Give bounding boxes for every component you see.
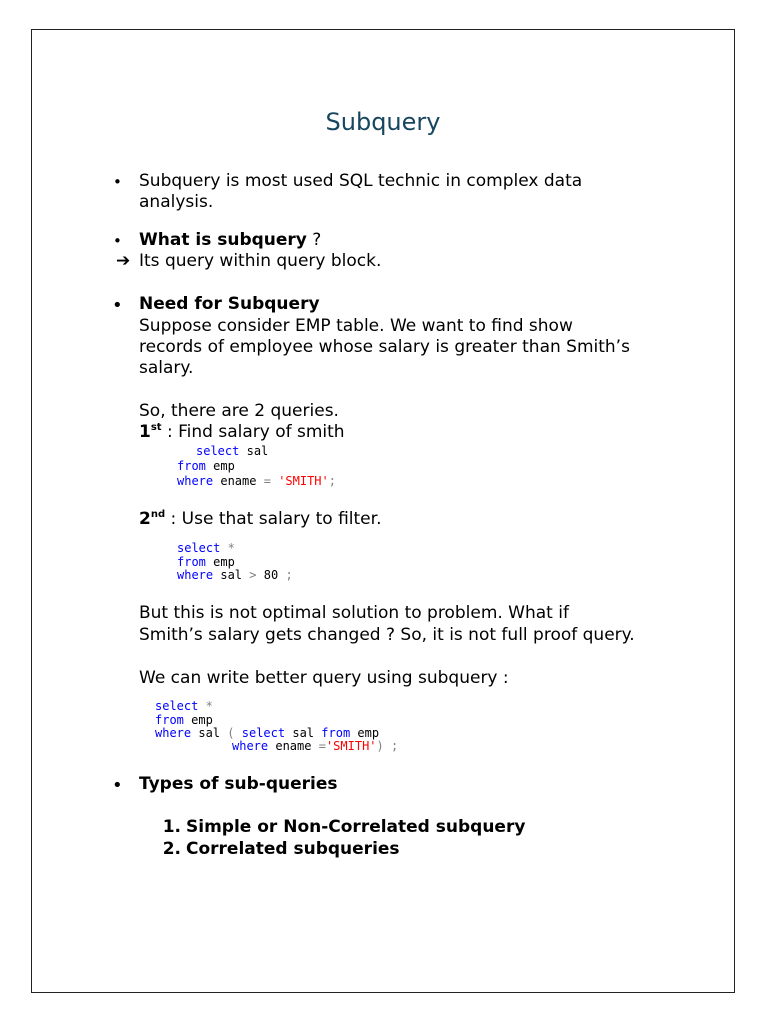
step-2-number: 2	[139, 509, 151, 529]
list-item: 1. Simple or Non-Correlated subquery	[162, 817, 526, 837]
document-page	[31, 29, 735, 993]
need-for-subquery-heading: Need for Subquery	[139, 294, 320, 314]
need-paragraph-line-2: records of employee whose salary is greater than Smith’s	[139, 337, 630, 357]
types-heading: Types of sub-queries	[139, 774, 338, 794]
code-line: select *	[155, 699, 213, 713]
what-is-subquery-line	[139, 230, 321, 252]
bullet-marker: •	[113, 173, 122, 191]
bullet-marker: •	[112, 775, 123, 796]
not-optimal-line-1: But this is not optimal solution to problem. What if	[139, 603, 569, 623]
bullet-marker: •	[112, 295, 123, 316]
step-1-line	[139, 422, 345, 444]
not-optimal-line-2: Smith’s salary gets changed ? So, it is not full proof query.	[139, 625, 635, 645]
page-title: Subquery	[325, 108, 441, 136]
code-line: select *	[177, 541, 235, 555]
step-2-text: : Use that salary to filter.	[165, 509, 382, 529]
code-line: where ename ='SMITH') ;	[232, 739, 399, 753]
arrow-icon: ➔	[116, 251, 131, 271]
two-queries-line: So, there are 2 queries.	[139, 401, 339, 421]
what-is-subquery-heading: What is subquery	[139, 230, 307, 250]
subquery-definition: Its query within query block.	[139, 251, 382, 271]
better-query-line: We can write better query using subquery :	[139, 668, 509, 688]
step-2-line	[139, 509, 381, 531]
code-line: from emp	[155, 713, 213, 727]
step-1-number: 1	[139, 422, 151, 442]
intro-line-1: Subquery is most used SQL technic in complex data	[139, 171, 583, 191]
step-2-suffix: nd	[150, 509, 166, 520]
need-paragraph-line-3: salary.	[139, 358, 194, 378]
list-item: 2. Correlated subqueries	[162, 839, 400, 859]
bullet-marker: •	[113, 232, 122, 250]
step-1-suffix: st	[150, 422, 162, 433]
code-line: where ename = 'SMITH';	[177, 474, 336, 488]
code-line: select sal	[196, 444, 269, 458]
what-is-subquery-tail: ?	[306, 230, 322, 250]
intro-line-2: analysis.	[139, 192, 214, 212]
need-paragraph-line-1: Suppose consider EMP table. We want to find show	[139, 316, 573, 336]
code-line: from emp	[177, 459, 235, 473]
step-1-text: : Find salary of smith	[161, 422, 345, 442]
code-line: where sal > 80 ;	[177, 568, 293, 582]
code-line: from emp	[177, 555, 235, 569]
code-line: where sal ( select sal from emp	[155, 726, 380, 740]
